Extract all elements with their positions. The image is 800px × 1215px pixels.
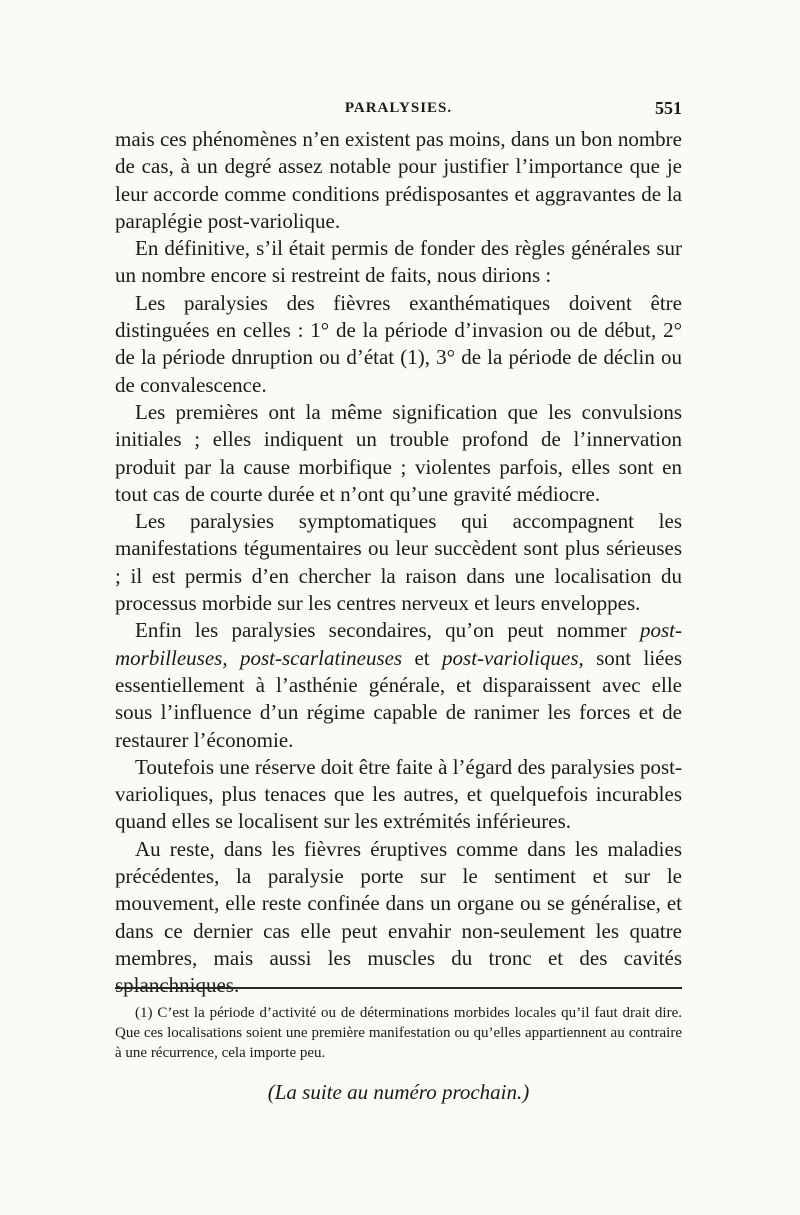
footnote <box>115 1003 682 1063</box>
paragraph <box>115 126 682 235</box>
paragraph <box>115 399 682 508</box>
paragraph <box>115 836 682 1000</box>
italic-term: post-morbilleuses, post-scarlatineuses <box>115 618 682 670</box>
italic-term: post-varioliques, <box>442 645 584 670</box>
text-run: Au reste, dans les fièvres éruptives comme dans les maladies précédentes, la paralysie porte sur le sentiment et sur le mouvement, elle reste confinée dans un organe ou se généralise, et dans ce dernier cas elle peut envahir non-seulement les quatre membres, mais aussi les muscles du tronc et des cavités splanchniques. <box>115 836 682 998</box>
text-run: mais ces phénomènes n’en existent pas moins, dans un bon nombre de cas, à un degré assez notable pour justifier l’importance que je leur accorde comme conditions prédisposantes et aggravantes de la paraplégie post-variolique. <box>115 127 682 233</box>
running-title: PARALYSIES. <box>344 100 453 116</box>
text-run: En définitive, s’il était permis de fonder des règles générales sur un nombre encore si restreint de faits, nous dirions : <box>115 236 682 288</box>
footnote-text: (1) C’est la période d’activité ou de déterminations morbides locales qu’il faut drait dire. Que ces localisations soient une première manifestation ou qu’elles appartiennent au contraire à une récurrence, cela importe peu. <box>115 1005 682 1061</box>
text-run: Les premières ont la même signification que les convulsions initiales ; elles indiquent un trouble profond de l’innervation produit par la cause morbifique ; violentes parfois, elles sont en tout cas de courte durée et n’ont qu’une gravité médiocre. <box>115 399 682 506</box>
text-run: Enfin les paralysies secondaires, qu’on peut nommer <box>135 618 640 643</box>
text-run: sont liées essentiellement à l’asthénie générale, et disparaissent avec elle sous l’influence d’un régime capable de ranimer les forces et de restaurer l’économie. <box>115 645 682 752</box>
footnote-rule <box>115 987 682 989</box>
page-number: 551 <box>655 98 682 118</box>
paragraph <box>115 617 682 753</box>
text-run: Les paralysies des fièvres exanthématiques doivent être distinguées en celles : 1° de la période d’invasion ou de début, 2° de la période dnruption ou d’état (1), 3° de la période de déclin ou de convalescence. <box>115 290 682 397</box>
running-head <box>115 100 682 124</box>
body-text <box>115 126 682 1000</box>
paragraph <box>115 290 682 399</box>
text-run: Les paralysies symptomatiques qui accompagnent les manifestations tégumentaires ou leur succèdent sont plus sérieuses ; il est permis d’en chercher la raison dans une localisation du processus morbide sur les centres nerveux et leurs enveloppes. <box>115 509 682 616</box>
paragraph <box>115 235 682 290</box>
text-run: Toutefois une réserve doit être faite à l’égard des paralysies post-varioliques, plus tenaces que les autres, et quelquefois incurables quand elles se localisent sur les extrémités inférieures. <box>115 754 682 834</box>
paragraph <box>115 754 682 836</box>
text-run: et <box>402 645 443 670</box>
continuation-note: (La suite au numéro prochain.) <box>267 1080 530 1104</box>
paragraph <box>115 508 682 617</box>
